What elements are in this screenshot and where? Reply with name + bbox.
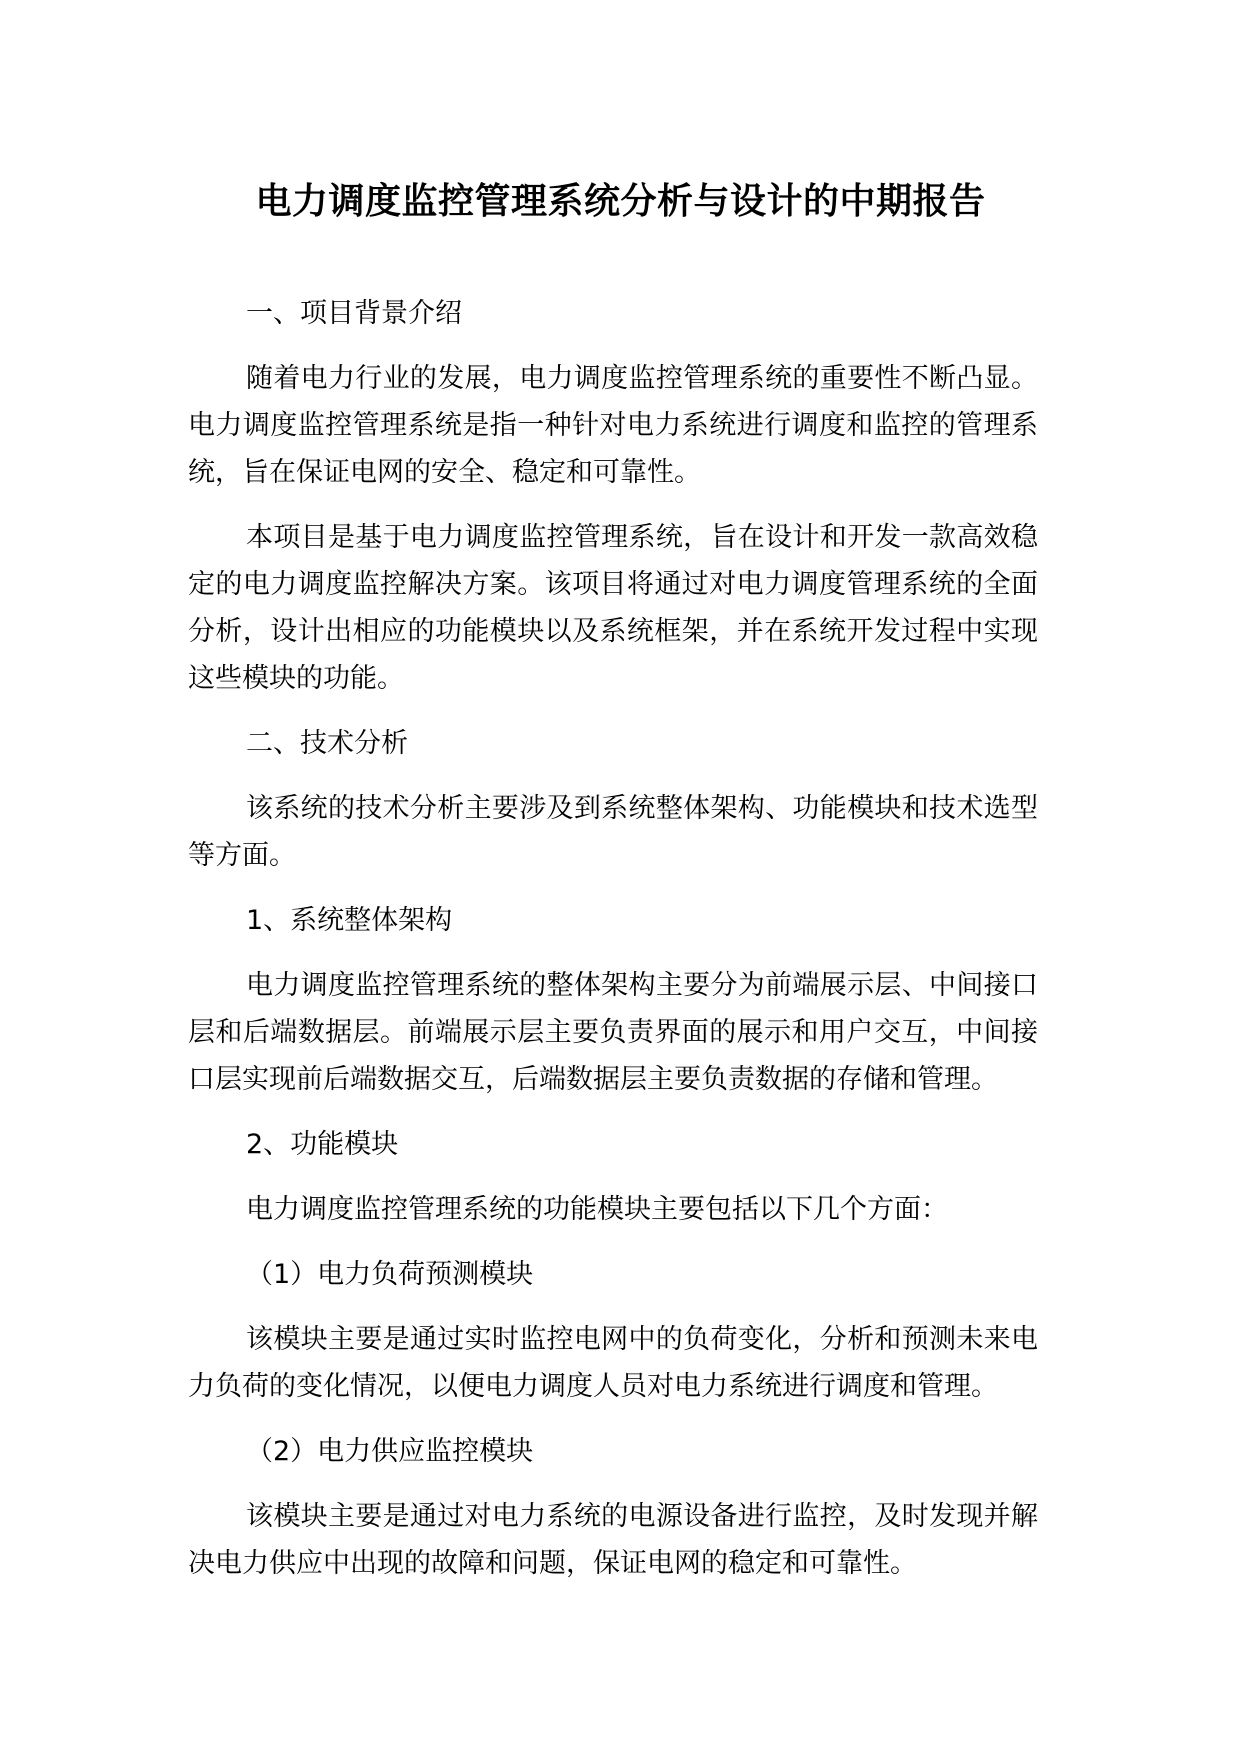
module-heading-supply-monitor: （2）电力供应监控模块 (246, 1436, 534, 1467)
paragraph-technical-1: 该系统的技术分析主要涉及到系统整体架构、功能模块和技术选型等方面。 (188, 793, 1038, 871)
paragraph-background-2: 本项目是基于电力调度监控管理系统，旨在设计和开发一款高效稳定的电力调度监控解决方案。该项目将通过对电力调度管理系统的全面分析，设计出相应的功能模块以及系统框架，并在系统开发过程中实现这些模块的功能。 (188, 522, 1038, 694)
section-heading-technical: 二、技术分析 (246, 728, 408, 759)
paragraph-load-forecast: 该模块主要是通过实时监控电网中的负荷变化，分析和预测未来电力负荷的变化情况，以便电力调度人员对电力系统进行调度和管理。 (188, 1324, 1038, 1402)
module-heading-load-forecast: （1）电力负荷预测模块 (246, 1259, 534, 1290)
document-title: 电力调度监控管理系统分析与设计的中期报告 (255, 181, 986, 222)
paragraph-supply-monitor: 该模块主要是通过对电力系统的电源设备进行监控，及时发现并解决电力供应中出现的故障和问题，保证电网的稳定和可靠性。 (188, 1501, 1038, 1579)
paragraph-background-1: 随着电力行业的发展，电力调度监控管理系统的重要性不断凸显。电力调度监控管理系统是指一种针对电力系统进行调度和监控的管理系统，旨在保证电网的安全、稳定和可靠性。 (188, 363, 1038, 488)
subsection-heading-architecture: 1、系统整体架构 (246, 905, 453, 936)
paragraph-architecture: 电力调度监控管理系统的整体架构主要分为前端展示层、中间接口层和后端数据层。前端展示层主要负责界面的展示和用户交互，中间接口层实现前后端数据交互，后端数据层主要负责数据的存储和管理。 (188, 970, 1038, 1095)
subsection-heading-modules: 2、功能模块 (246, 1129, 399, 1160)
document-body (188, 290, 1038, 1605)
section-heading-background: 一、项目背景介绍 (246, 298, 462, 329)
paragraph-modules-intro: 电力调度监控管理系统的功能模块主要包括以下几个方面： (246, 1194, 948, 1225)
